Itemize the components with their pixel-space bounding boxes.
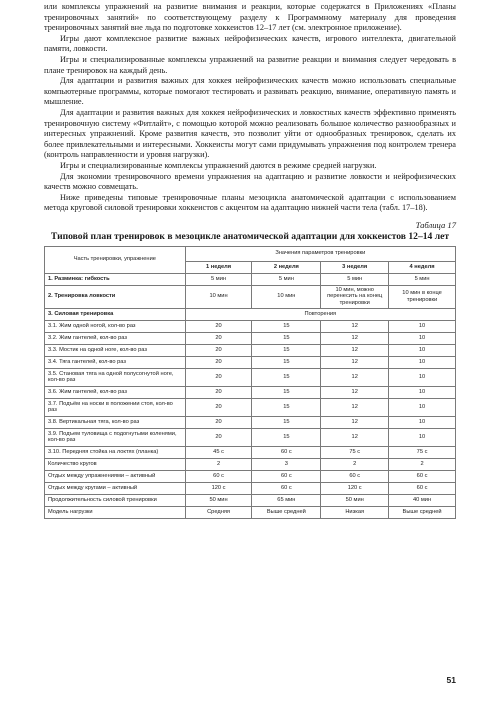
cell-value: Выше средней xyxy=(389,506,456,518)
cell-value: 15 xyxy=(252,416,321,428)
header-part-label: Часть тренировки, упражнение xyxy=(45,246,186,273)
paragraph: Игры и специализированные комплексы упражнений на развитие реакции и внимания следует чередовать в плане тренировок на каждый день. xyxy=(44,54,456,75)
row-span-value: Повторения xyxy=(185,308,455,320)
cell-value: Низкая xyxy=(321,506,389,518)
cell-value: Средняя xyxy=(185,506,252,518)
cell-value: 15 xyxy=(252,428,321,446)
cell-value: 20 xyxy=(185,428,252,446)
row-label: Количество кругов xyxy=(45,458,186,470)
table-row xyxy=(45,368,456,386)
cell-value: 50 мин xyxy=(321,494,389,506)
row-label: Модель нагрузки xyxy=(45,506,186,518)
row-label: 3.9. Подъем туловища с подогнутыми коленями, кол-во раз xyxy=(45,428,186,446)
cell-value: 60 с xyxy=(252,470,321,482)
cell-value: 20 xyxy=(185,320,252,332)
cell-value: 5 мин xyxy=(252,273,321,285)
cell-value: 60 с xyxy=(389,482,456,494)
paragraph: Игры дают комплексное развитие важных нейрофизических качеств, игрового интеллекта, двигательной памяти, ловкости. xyxy=(44,33,456,54)
cell-value: 15 xyxy=(252,344,321,356)
cell-value: 60 с xyxy=(389,470,456,482)
row-label: 3.5. Становая тяга на одной полусогнутой ноге, кол-во раз xyxy=(45,368,186,386)
cell-value: 15 xyxy=(252,368,321,386)
table-row xyxy=(45,398,456,416)
cell-value: 3 xyxy=(252,458,321,470)
cell-value: 15 xyxy=(252,398,321,416)
table-row xyxy=(45,320,456,332)
table-title: Типовой план тренировок в мезоцикле анатомической адаптации для хоккеистов 12–14 лет xyxy=(50,230,450,242)
row-label: 3.8. Вертикальная тяга, кол-во раз xyxy=(45,416,186,428)
table-row xyxy=(45,308,456,320)
table-row xyxy=(45,494,456,506)
row-label: 3.2. Жим гантелей, кол-во раз xyxy=(45,332,186,344)
table-caption: Таблица 17 xyxy=(415,219,456,230)
cell-value: 12 xyxy=(321,356,389,368)
cell-value: 20 xyxy=(185,356,252,368)
table-row xyxy=(45,428,456,446)
cell-value: 10 xyxy=(389,386,456,398)
table-row xyxy=(45,386,456,398)
cell-value: 12 xyxy=(321,416,389,428)
row-label: Отдых между упражнениями – активный xyxy=(45,470,186,482)
cell-value: 10 xyxy=(389,368,456,386)
body-text xyxy=(44,2,456,214)
cell-value: 2 xyxy=(185,458,252,470)
paragraph: Для адаптации и развития важных для хоккея нейрофизических качеств можно использовать специальные компьютерные программы, которые помогают тестировать и развивать реакцию, внимание, оперативную память и мышление. xyxy=(44,76,456,107)
cell-value: 12 xyxy=(321,320,389,332)
cell-value: 120 с xyxy=(321,482,389,494)
paragraph: Для адаптации и развития важных для хоккея нейрофизических и ловкостных качеств эффективно применять тренировочную систему «Фитлайт», с помощью которой можно реализовать большое количество разнообразных и интересных упражнений. Кроме развития качеств, это позволит уйти от однообразных тренировок, сделать их более привлекательными и интересными. Хоккеисты могут сами придумывать упражнения под контролем тренера (контроль направленности и уровня нагрузки). xyxy=(44,107,456,160)
cell-value: 15 xyxy=(252,320,321,332)
cell-value: 12 xyxy=(321,332,389,344)
cell-value: 20 xyxy=(185,416,252,428)
cell-value: 5 мин xyxy=(321,273,389,285)
cell-value: 10 мин xyxy=(252,285,321,308)
page-number: 51 xyxy=(446,675,456,685)
cell-value: 60 с xyxy=(252,446,321,458)
cell-value: 5 мин xyxy=(389,273,456,285)
cell-value: Выше средней xyxy=(252,506,321,518)
cell-value: 20 xyxy=(185,332,252,344)
header-week: 4 неделя xyxy=(389,261,456,273)
cell-value: 12 xyxy=(321,398,389,416)
cell-value: 60 с xyxy=(252,482,321,494)
cell-value: 65 мин xyxy=(252,494,321,506)
cell-value: 10 xyxy=(389,344,456,356)
row-label: 3.6. Жим гантелей, кол-во раз xyxy=(45,386,186,398)
cell-value: 10 xyxy=(389,398,456,416)
header-week: 3 неделя xyxy=(321,261,389,273)
paragraph: или комплексы упражнений на развитие внимания и реакции, которые содержатся в Приложениях «Планы тренировочных занятий» по соответствующему разделу к Программному материалу для проведения тренировочных занятий вне льда по подготовке хоккеистов 12–17 лет (см. электронное приложение). xyxy=(44,2,456,33)
cell-value: 60 с xyxy=(321,470,389,482)
cell-value: 15 xyxy=(252,332,321,344)
table-row xyxy=(45,285,456,308)
cell-value: 10 мин, можно перенесить на конец тренировки xyxy=(321,285,389,308)
cell-value: 5 мин xyxy=(185,273,252,285)
cell-value: 20 xyxy=(185,368,252,386)
cell-value: 10 xyxy=(389,332,456,344)
table-row xyxy=(45,482,456,494)
cell-value: 12 xyxy=(321,428,389,446)
cell-value: 120 с xyxy=(185,482,252,494)
row-label: 2. Тренировка ловкости xyxy=(45,285,186,308)
cell-value: 10 xyxy=(389,356,456,368)
row-label: Продолжительность силовой тренировки xyxy=(45,494,186,506)
row-label: Отдых между кругами – активный xyxy=(45,482,186,494)
table-row xyxy=(45,458,456,470)
paragraph: Для экономии тренировочного времени упражнения на адаптацию и развитие ловкости и нейрофизических качеств можно совмещать. xyxy=(44,171,456,192)
cell-value: 60 с xyxy=(185,470,252,482)
training-plan-table xyxy=(44,246,456,519)
table-row xyxy=(45,332,456,344)
cell-value: 12 xyxy=(321,386,389,398)
paragraph: Ниже приведены типовые тренировочные планы мезоцикла анатомической адаптации с использованием метода круговой силовой тренировки хоккеистов с акцентом на адаптацию нижней части тела (табл. 17–18). xyxy=(44,192,456,213)
row-label: 3.1. Жим одной ногой, кол-во раз xyxy=(45,320,186,332)
cell-value: 20 xyxy=(185,386,252,398)
cell-value: 75 с xyxy=(321,446,389,458)
cell-value: 75 с xyxy=(389,446,456,458)
cell-value: 15 xyxy=(252,386,321,398)
row-label: 3.4. Тяга гантелей, кол-во раз xyxy=(45,356,186,368)
cell-value: 10 мин в конце тренировки xyxy=(389,285,456,308)
cell-value: 2 xyxy=(389,458,456,470)
cell-value: 20 xyxy=(185,344,252,356)
cell-value: 10 xyxy=(389,320,456,332)
cell-value: 45 с xyxy=(185,446,252,458)
cell-value: 20 xyxy=(185,398,252,416)
cell-value: 50 мин xyxy=(185,494,252,506)
row-label: 3. Силовая тренировка xyxy=(45,308,186,320)
cell-value: 10 xyxy=(389,416,456,428)
cell-value: 12 xyxy=(321,344,389,356)
cell-value: 40 мин xyxy=(389,494,456,506)
paragraph: Игры и специализированные комплексы упражнений даются в режиме средней нагрузки. xyxy=(60,160,377,170)
table-row xyxy=(45,273,456,285)
cell-value: 12 xyxy=(321,368,389,386)
row-label: 3.10. Передняя стойка на локтях (планка) xyxy=(45,446,186,458)
table-row xyxy=(45,506,456,518)
table-row xyxy=(45,416,456,428)
header-week: 2 неделя xyxy=(252,261,321,273)
row-label: 3.3. Мостик на одной ноге, кол-во раз xyxy=(45,344,186,356)
table-body xyxy=(45,273,456,518)
row-label: 3.7. Подъём на носки в положении стоя, кол-во раз xyxy=(45,398,186,416)
header-week: 1 неделя xyxy=(185,261,252,273)
row-label: 1. Разминка: гибкость xyxy=(45,273,186,285)
table-row xyxy=(45,470,456,482)
cell-value: 10 мин xyxy=(185,285,252,308)
cell-value: 10 xyxy=(389,428,456,446)
header-group-label: Значения параметров тренировки xyxy=(185,246,455,261)
cell-value: 2 xyxy=(321,458,389,470)
cell-value: 15 xyxy=(252,356,321,368)
table-row xyxy=(45,344,456,356)
table-row xyxy=(45,356,456,368)
table-row xyxy=(45,446,456,458)
